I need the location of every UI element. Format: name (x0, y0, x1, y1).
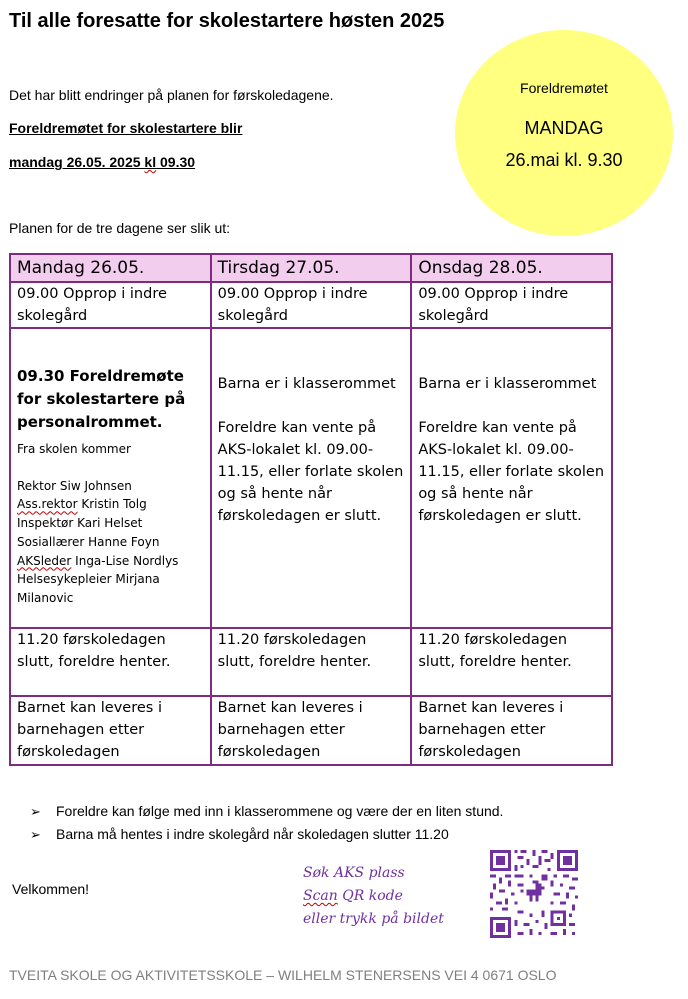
table-row (10, 328, 612, 628)
table-row (10, 696, 612, 765)
staff-rektor: Rektor Siw Johnsen (17, 478, 132, 493)
table-cell: Barnet kan leveres i barnehagen etter førskoledagen (211, 696, 412, 765)
callout-day: MANDAG (524, 118, 604, 138)
table-header-row (10, 254, 612, 282)
callout-time: 26.mai kl. 9.30 (505, 150, 623, 170)
meeting-date: mandag 26.05. 2025 kl 09.30 (9, 154, 196, 170)
aks-click-text: eller trykk på bildet (303, 911, 444, 927)
meeting-callout (455, 30, 673, 236)
header-monday: Mandag 26.05. (10, 254, 211, 282)
classroom-text: Barna er i klasserommet (217, 376, 396, 392)
list-item: ➢ Foreldre kan følge med inn i klasserommene og være der en liten stund. (30, 800, 503, 823)
wednesday-cell (411, 328, 612, 628)
wait-text: Foreldre kan vente på AKS-lokalet kl. 09.00-11.15, eller forlate skolen og så hente når førskoledagen er slutt. (418, 420, 605, 524)
wait-text: Foreldre kan vente på AKS-lokalet kl. 09.00-11.15, eller forlate skolen og så hente når førskoledagen er slutt. (217, 420, 404, 524)
table-cell: 11.20 førskoledagen slutt, foreldre henter. (10, 628, 211, 696)
table-row (10, 628, 612, 696)
staff-assrektor: Ass.rektor Kristin Tolg (17, 497, 147, 512)
table-cell: Barnet kan leveres i barnehagen etter førskoledagen (10, 696, 211, 765)
meeting-heading: Foreldremøtet for skolestartere blir (9, 120, 243, 136)
header-wednesday: Onsdag 28.05. (411, 254, 612, 282)
monday-meeting-cell (10, 328, 211, 628)
plan-intro: Planen for de tre dagene ser slik ut: (9, 220, 231, 236)
plan-table (9, 253, 613, 766)
table-cell: Barnet kan leveres i barnehagen etter førskoledagen (411, 696, 612, 765)
staff-sosial: Sosiallærer Hanne Foyn (17, 534, 160, 549)
table-cell: 11.20 førskoledagen slutt, foreldre henter. (411, 628, 612, 696)
arrow-bullet-icon: ➢ (30, 827, 41, 842)
tuesday-cell (211, 328, 412, 628)
table-cell: 09.00 Opprop i indre skolegård (10, 282, 211, 328)
qr-code-icon[interactable] (490, 850, 578, 938)
from-school-label: Fra skolen kommer (17, 442, 131, 456)
table-cell: 09.00 Opprop i indre skolegård (411, 282, 612, 328)
staff-aks: AKSleder Inga-Lise Nordlys (17, 553, 179, 568)
aks-heading: Søk AKS plass (303, 865, 405, 881)
table-cell: 11.20 førskoledagen slutt, foreldre henter. (211, 628, 412, 696)
intro-text: Det har blitt endringer på planen for førskoledagene. (9, 87, 334, 103)
staff-inspektor: Inspektør Kari Helset (17, 516, 143, 531)
callout-label: Foreldremøtet (520, 80, 608, 96)
arrow-bullet-icon: ➢ (30, 804, 41, 819)
table-cell: 09.00 Opprop i indre skolegård (211, 282, 412, 328)
aks-scan-text: Scan QR kode (303, 888, 403, 904)
page-title: Til alle foresatte for skolestartere høsten 2025 (9, 10, 445, 32)
meeting-info: 09.30 Foreldremøte for skolestartere på personalrommet. (17, 367, 186, 431)
footer-address: TVEITA SKOLE OG AKTIVITETSSKOLE – WILHELM STENERSENS VEI 4 0671 OSLO (9, 967, 557, 983)
staff-helse: Helsesykepleier Mirjana Milanovic (17, 572, 160, 606)
welcome-text: Velkommen! (12, 881, 90, 897)
classroom-text: Barna er i klasserommet (418, 376, 597, 392)
header-tuesday: Tirsdag 27.05. (211, 254, 412, 282)
table-row (10, 282, 612, 328)
bullet-list (30, 800, 503, 846)
list-item: ➢ Barna må hentes i indre skolegård når skoledagen slutter 11.20 (30, 823, 503, 846)
